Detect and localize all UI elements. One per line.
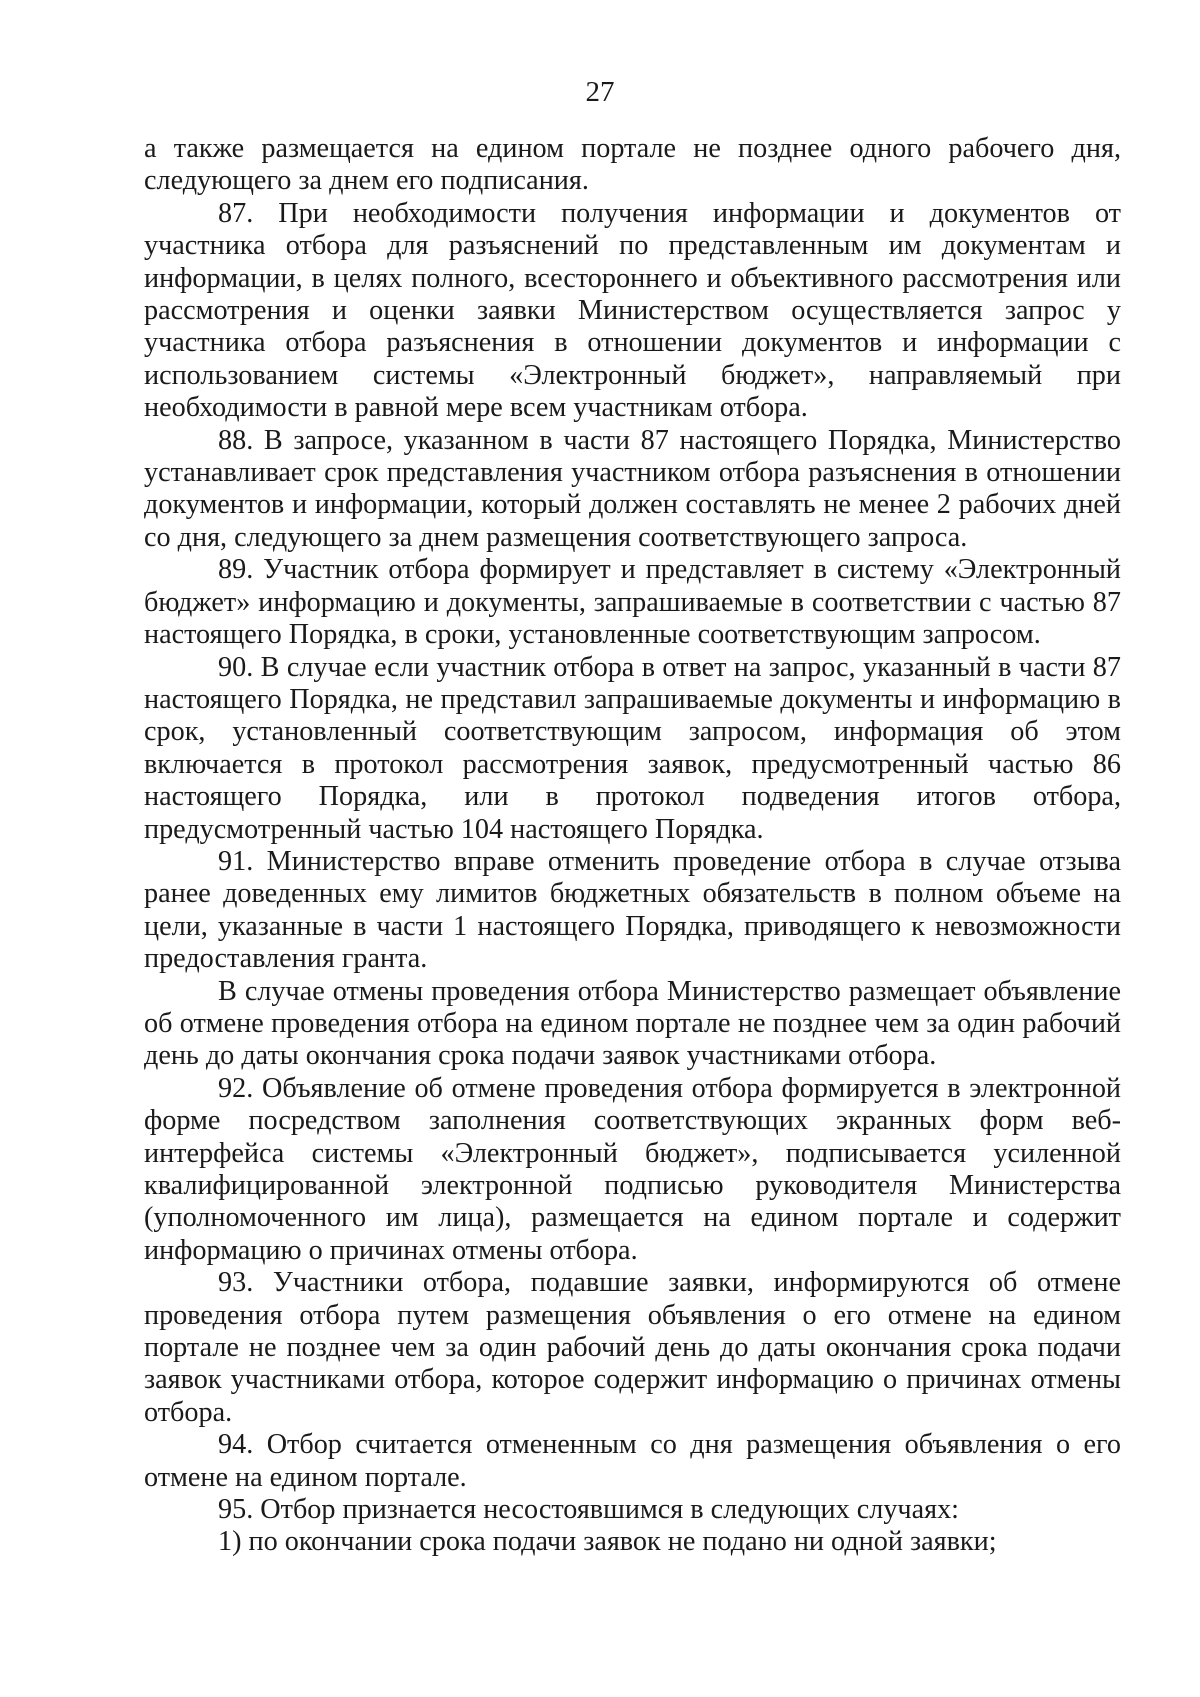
paragraph-89: 89. Участник отбора формирует и представляет в систему «Электронный бюджет» информацию и документы, запрашиваемые в соответствии с частью 87 настоящего Порядка, в сроки, установленные соответствующим запросом. <box>144 554 1121 651</box>
paragraph-91-cancellation: В случае отмены проведения отбора Министерство размещает объявление об отмене проведения отбора на едином портале не позднее чем за один рабочий день до даты окончания срока подачи заявок участниками отбора. <box>144 975 1121 1072</box>
paragraph-continuation: а также размещается на едином портале не позднее одного рабочего дня, следующего за днем его подписания. <box>144 133 1121 197</box>
paragraph-95: 95. Отбор признается несостоявшимся в следующих случаях: <box>218 1494 960 1526</box>
paragraph-93: 93. Участники отбора, подавшие заявки, информируются об отмене проведения отбора путем размещения объявления о его отмене на едином портале не позднее чем за один рабочий день до даты окончания срока подачи заявок участниками отбора, которое содержит информацию о причинах отмены отбора. <box>144 1267 1121 1428</box>
page-number: 27 <box>585 76 615 108</box>
paragraph-87: 87. При необходимости получения информации и документов от участника отбора для разъяснений по представленным им документам и информации, в целях полного, всестороннего и объективного рассмотрения или рассмотрения и оценки заявки Министерством осуществляется запрос у участника отбора разъяснения в отношении документов и информации с использованием системы «Электронный бюджет», направляемый при необходимости в равной мере всем участникам отбора. <box>144 197 1121 424</box>
paragraph-90: 90. В случае если участник отбора в ответ на запрос, указанный в части 87 настоящего Порядка, не представил запрашиваемые документы и информацию в срок, установленный соответствующим запросом, информация об этом включается в протокол рассмотрения заявок, предусмотренный частью 86 настоящего Порядка, или в протокол подведения итогов отбора, предусмотренный частью 104 настоящего Порядка. <box>144 651 1121 845</box>
paragraph-92: 92. Объявление об отмене проведения отбора формируется в электронной форме посредством заполнения соответствующих экранных форм веб-интерфейса системы «Электронный бюджет», подписывается усиленной квалифицированной электронной подписью руководителя Министерства (уполномоченного им лица), размещается на едином портале и содержит информацию о причинах отмены отбора. <box>144 1072 1121 1266</box>
paragraph-94: 94. Отбор считается отмененным со дня размещения объявления о его отмене на едином портале. <box>144 1429 1121 1493</box>
paragraph-95-item-1: 1) по окончании срока подачи заявок не подано ни одной заявки; <box>218 1526 997 1558</box>
document-body <box>144 133 1121 1559</box>
paragraph-91: 91. Министерство вправе отменить проведение отбора в случае отзыва ранее доведенных ему лимитов бюджетных обязательств в полном объеме на цели, указанные в части 1 настоящего Порядка, приводящего к невозможности предоставления гранта. <box>144 845 1121 975</box>
paragraph-88: 88. В запросе, указанном в части 87 настоящего Порядка, Министерство устанавливает срок представления участником отбора разъяснения в отношении документов и информации, который должен составлять не менее 2 рабочих дней со дня, следующего за днем размещения соответствующего запроса. <box>144 424 1121 553</box>
